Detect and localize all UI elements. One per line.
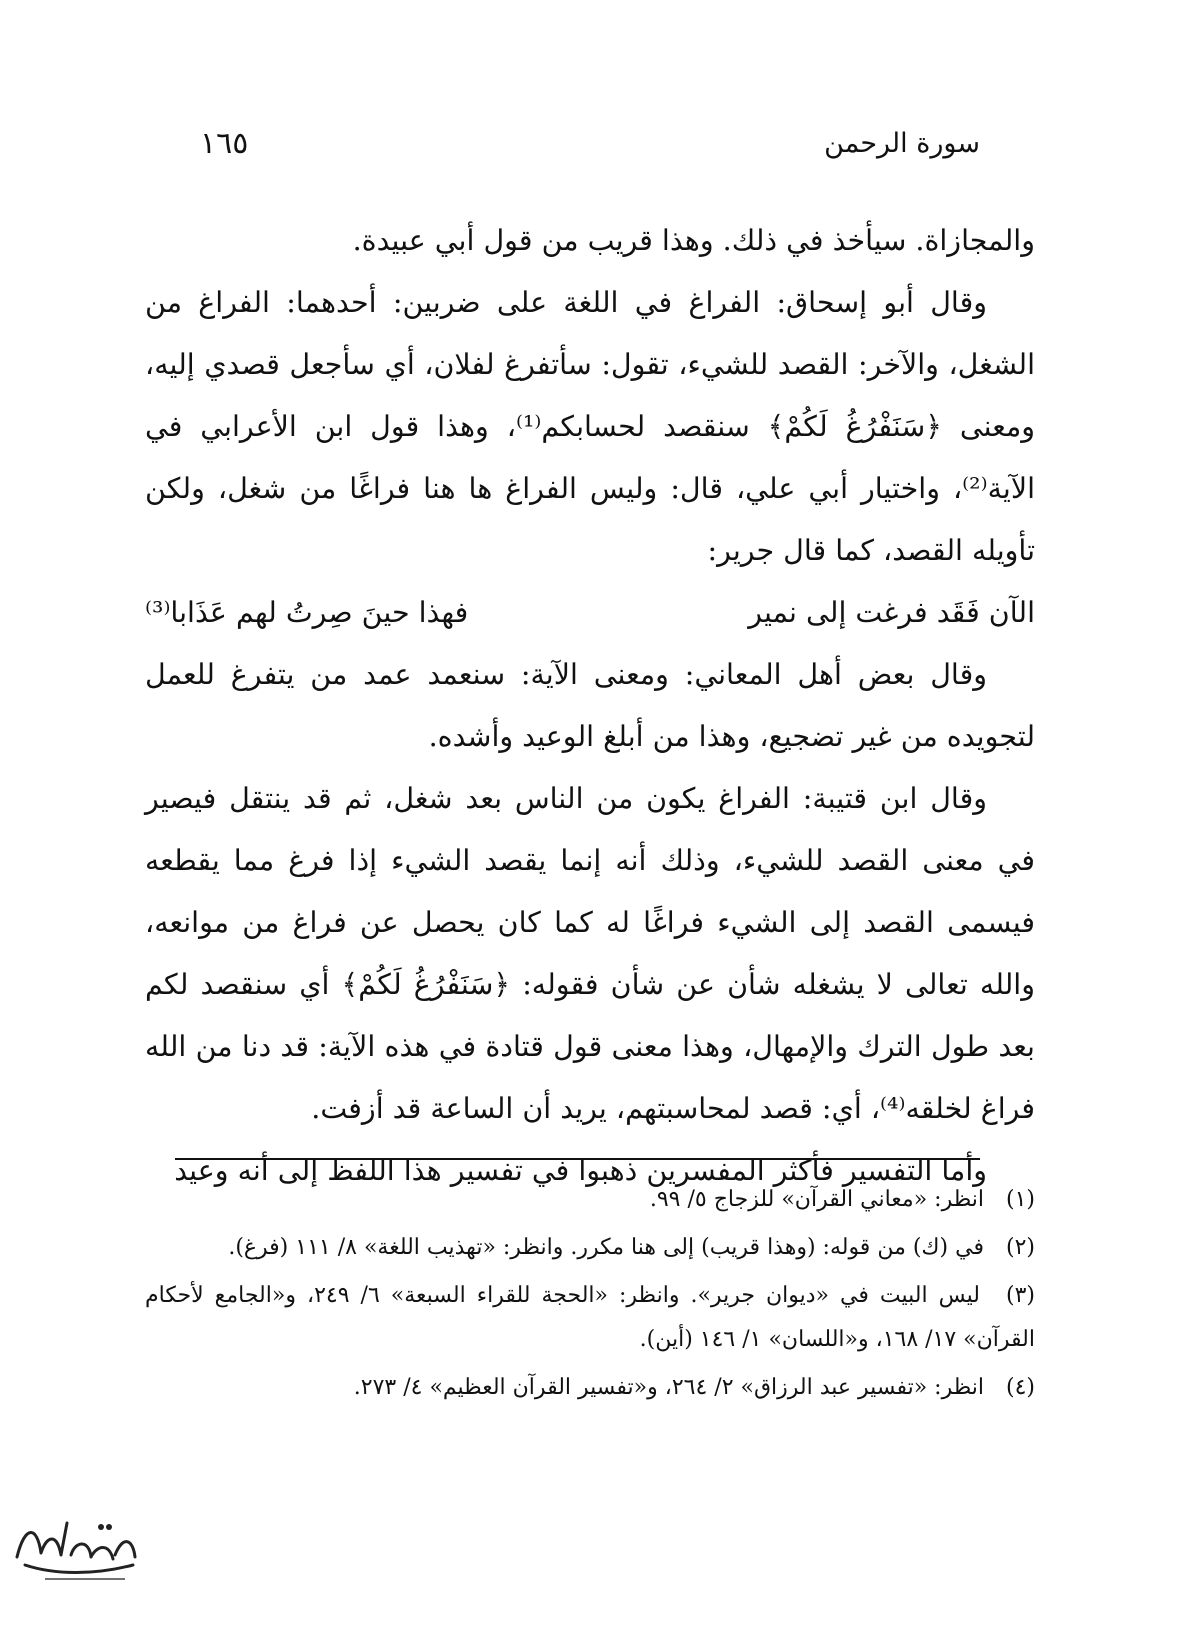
paragraph-2: وقال أبو إسحاق: الفراغ في اللغة على ضربين: أحدهما: الفراغ من الشغل، والآخر: القصد للشيء، تقول: سأتفرغ لفلان، أي سأجعل قصدي إليه، ومعنى ﴿سَنَفْرُغُ لَكُمْ﴾ سنقصد لحسابكم⁽¹⁾، وهذا قول ابن الأعرابي في الآية⁽²⁾، واختيار أبي علي، قال: وليس الفراغ ها هنا فراغًا من شغل، ولكن تأويله القصد، كما قال جرير: (145, 286, 1036, 567)
paragraph-3: وقال بعض أهل المعاني: ومعنى الآية: سنعمد عمد من يتفرغ للعمل لتجويده من غير تضجيع، وهذا من أبلغ الوعيد وأشده. (145, 658, 1035, 753)
footnote-number: (٤) (1005, 1375, 1035, 1400)
main-text (145, 210, 1035, 1202)
footnote-text: انظر: «تفسير عبد الرزاق» ٢/ ٢٦٤، و«تفسير القرآن العظيم» ٤/ ٢٧٣. (353, 1375, 984, 1400)
footnote-number: (٢) (1005, 1235, 1035, 1260)
footnote-number: (٣) (1005, 1283, 1035, 1308)
footnotes (145, 1178, 1035, 1414)
footnote-number: (١) (1005, 1187, 1035, 1212)
footnote-3 (145, 1274, 1035, 1362)
calligraphy-logo-icon (5, 1505, 145, 1595)
footnote-text: في (ك) من قوله: (وهذا قريب) إلى هنا مكرر. وانظر: «تهذيب اللغة» ٨/ ١١١ (فرغ). (228, 1235, 984, 1260)
verse-first-hemistich: الآن فَقَد فرغت إلى نمير (748, 596, 1035, 629)
paragraph-1: والمجازاة. سيأخذ في ذلك. وهذا قريب من قول أبي عبيدة. (352, 224, 1035, 257)
page-number: ١٦٥ (200, 125, 249, 161)
poetry-verse (145, 582, 1035, 644)
watermark-logo (5, 1505, 145, 1595)
page-header (200, 118, 980, 168)
paragraph-4: وقال ابن قتيبة: الفراغ يكون من الناس بعد شغل، ثم قد ينتقل فيصير في معنى القصد للشيء، وذلك أنه إنما يقصد الشيء إذا فرغ مما يقطعه فيسمى القصد إلى الشيء فراغًا له كما كان يحصل عن فراغ من موانعه، والله تعالى لا يشغله شأن عن شأن فقوله: ﴿سَنَفْرُغُ لَكُمْ﴾ أي سنقصد لكم بعد طول الترك والإمهال، وهذا معنى قول قتادة في هذه الآية: قد دنا من الله فراغ لخلقه⁽⁴⁾، أي: قصد لمحاسبتهم، يريد أن الساعة قد أزفت. (145, 782, 1035, 1125)
footnote-text: انظر: «معاني القرآن» للزجاج ٥/ ٩٩. (649, 1187, 984, 1212)
footnote-1 (145, 1178, 1035, 1222)
paragraph-5: وأما التفسير فأكثر المفسرين ذهبوا في تفسير هذا اللفظ إلى أنه وعيد (174, 1154, 987, 1187)
footnote-2 (145, 1226, 1035, 1270)
footnote-divider (175, 1158, 980, 1160)
footnote-4 (145, 1366, 1035, 1410)
footnote-text: ليس البيت في «ديوان جرير». وانظر: «الحجة للقراء السبعة» ٦/ ٢٤٩، و«الجامع لأحكام القرآن» ١٧/ ١٦٨، و«اللسان» ١/ ١٤٦ (أين). (145, 1283, 1035, 1352)
verse-second-hemistich: فهذا حينَ صِرتُ لهم عَذَابا⁽³⁾ (145, 596, 469, 629)
surah-title: سورة الرحمن (824, 127, 980, 159)
